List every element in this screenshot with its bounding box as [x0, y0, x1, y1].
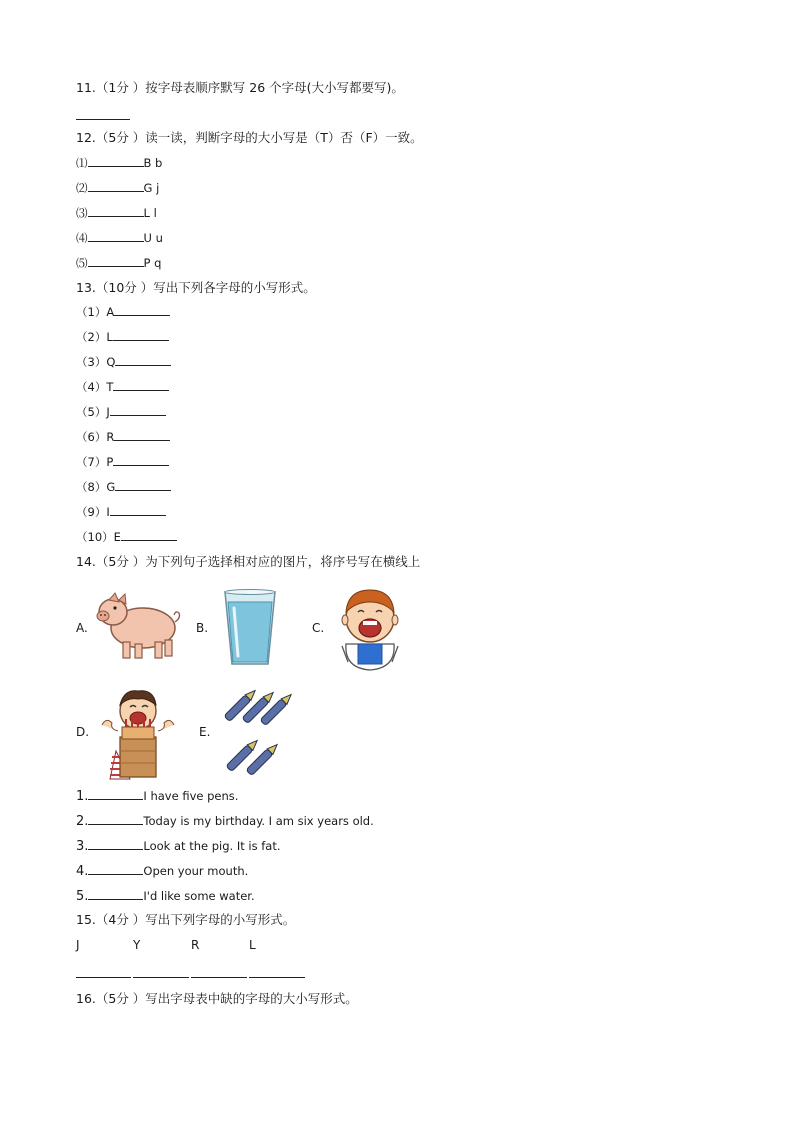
q15-letter: J — [76, 938, 80, 952]
answer-blank[interactable] — [88, 863, 143, 875]
q15-letter: R — [191, 938, 200, 952]
q12-item: ⑸ P q — [76, 256, 162, 270]
q14-header: 14.（5分 ）为下列句子选择相对应的图片，将序号写在横线上 — [76, 554, 421, 569]
q13-item: （4）T — [76, 379, 169, 395]
q14-item: 1. I have five pens. — [76, 789, 239, 804]
q12-item: ⑶ L l — [76, 206, 157, 220]
q11-header: 11.（1分 ）按字母表顺序默写 26 个字母(大小写都要写)。 — [76, 80, 404, 95]
answer-blank[interactable] — [133, 966, 189, 978]
answer-blank[interactable] — [88, 255, 144, 267]
answer-blank[interactable] — [88, 788, 143, 800]
q15-answer-blanks — [76, 966, 305, 982]
picture-label-c: C. — [312, 621, 325, 635]
q15-letter: L — [249, 938, 256, 952]
answer-blank[interactable] — [88, 155, 144, 167]
q14-item: 4. Open your mouth. — [76, 864, 249, 879]
q13-item: （5）J — [76, 404, 166, 420]
q12-item: ⑴ B b — [76, 156, 163, 170]
answer-blank[interactable] — [88, 813, 143, 825]
answer-blank[interactable] — [88, 838, 143, 850]
q12-item: ⑵ G j — [76, 181, 160, 195]
glass-of-water-icon — [220, 588, 280, 671]
picture-label-a: A. — [76, 621, 88, 635]
picture-label-d: D. — [76, 725, 90, 739]
q13-item: （7）P — [76, 454, 169, 470]
q11-answer-blank[interactable] — [76, 108, 130, 124]
boy-open-mouth-icon — [334, 584, 406, 677]
answer-blank[interactable] — [110, 504, 166, 516]
answer-blank[interactable] — [121, 529, 177, 541]
answer-blank[interactable] — [115, 354, 171, 366]
picture-label-b: B. — [196, 621, 209, 635]
answer-blank[interactable] — [88, 205, 144, 217]
q14-item: 5. I'd like some water. — [76, 889, 255, 904]
answer-blank[interactable] — [110, 404, 166, 416]
q13-item: （6）R — [76, 429, 170, 445]
answer-blank[interactable] — [249, 966, 305, 978]
pens-icon — [222, 686, 302, 781]
answer-blank[interactable] — [76, 966, 131, 978]
q14-item: 3. Look at the pig. It is fat. — [76, 839, 281, 854]
answer-blank[interactable] — [88, 888, 143, 900]
answer-blank[interactable] — [88, 180, 144, 192]
answer-blank[interactable] — [113, 329, 169, 341]
q13-item: （2）L — [76, 329, 169, 345]
answer-blank[interactable] — [114, 429, 170, 441]
answer-blank[interactable] — [191, 966, 247, 978]
q13-header: 13.（10分 ）写出下列各字母的小写形式。 — [76, 280, 316, 295]
answer-blank[interactable] — [113, 454, 169, 466]
answer-blank[interactable] — [114, 304, 170, 316]
picture-label-e: E. — [199, 725, 211, 739]
pig-icon — [93, 590, 183, 665]
q15-letter: Y — [133, 938, 141, 952]
answer-blank[interactable] — [115, 479, 171, 491]
answer-blank[interactable] — [88, 230, 144, 242]
q16-header: 16.（5分 ）写出字母表中缺的字母的大小写形式。 — [76, 991, 358, 1006]
q13-item: （8）G — [76, 479, 171, 495]
q13-item: （10）E — [76, 529, 177, 545]
q12-header: 12.（5分 ）读一读，判断字母的大小写是（T）否（F）一致。 — [76, 130, 423, 145]
q13-item: （9）I — [76, 504, 166, 520]
q13-item: （1）A — [76, 304, 170, 320]
answer-blank[interactable] — [113, 379, 169, 391]
boy-birthday-cake-icon — [98, 685, 178, 784]
q12-item: ⑷ U u — [76, 231, 163, 245]
q14-item: 2. Today is my birthday. I am six years old. — [76, 814, 374, 829]
q15-header: 15.（4分 ）写出下列字母的小写形式。 — [76, 912, 296, 927]
q13-item: （3）Q — [76, 354, 171, 370]
